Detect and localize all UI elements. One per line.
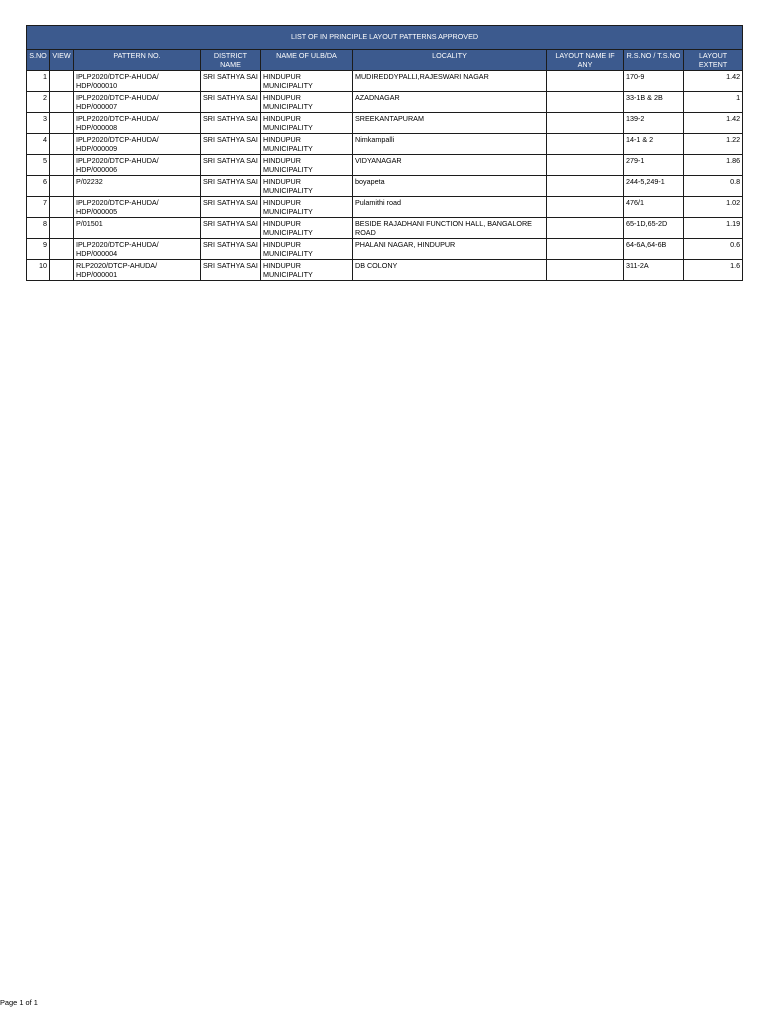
cell-layout-name (547, 176, 624, 197)
cell-rs-no: 33-1B & 2B (624, 92, 684, 113)
cell-district: SRI SATHYA SAI (201, 155, 261, 176)
cell-ulb: HINDUPUR MUNICIPALITY (261, 134, 353, 155)
cell-ulb: HINDUPUR MUNICIPALITY (261, 155, 353, 176)
cell-rs-no: 64-6A,64-6B (624, 239, 684, 260)
cell-pattern-no: RLP2020/DTCP-AHUDA/ HDP/000001 (74, 260, 201, 281)
cell-sno: 6 (27, 176, 50, 197)
cell-district: SRI SATHYA SAI (201, 260, 261, 281)
cell-ulb: HINDUPUR MUNICIPALITY (261, 260, 353, 281)
cell-view[interactable] (50, 113, 74, 134)
cell-pattern-no: IPLP2020/DTCP-AHUDA/ HDP/000005 (74, 197, 201, 218)
cell-layout-name (547, 239, 624, 260)
cell-extent: 0.8 (684, 176, 743, 197)
cell-sno: 4 (27, 134, 50, 155)
cell-locality: Pulamithi road (353, 197, 547, 218)
cell-locality: BESIDE RAJADHANI FUNCTION HALL, BANGALORE ROAD (353, 218, 547, 239)
cell-district: SRI SATHYA SAI (201, 197, 261, 218)
cell-pattern-no: P/01501 (74, 218, 201, 239)
table-row (27, 155, 743, 176)
cell-locality: DB COLONY (353, 260, 547, 281)
column-header-layout-name: LAYOUT NAME IF ANY (547, 50, 624, 71)
cell-layout-name (547, 92, 624, 113)
cell-sno: 1 (27, 71, 50, 92)
cell-sno: 7 (27, 197, 50, 218)
cell-extent: 1.42 (684, 71, 743, 92)
cell-locality: PHALANI NAGAR, HINDUPUR (353, 239, 547, 260)
column-header-district: DISTRICT NAME (201, 50, 261, 71)
table-row (27, 113, 743, 134)
cell-sno: 3 (27, 113, 50, 134)
cell-locality: MUDIREDDYPALLI,RAJESWARI NAGAR (353, 71, 547, 92)
table-title: LIST OF IN PRINCIPLE LAYOUT PATTERNS APPROVED (27, 26, 743, 50)
cell-district: SRI SATHYA SAI (201, 71, 261, 92)
cell-rs-no: 244-5,249-1 (624, 176, 684, 197)
cell-rs-no: 65-1D,65-2D (624, 218, 684, 239)
cell-sno: 10 (27, 260, 50, 281)
cell-view[interactable] (50, 92, 74, 113)
table-row (27, 71, 743, 92)
cell-rs-no: 14-1 & 2 (624, 134, 684, 155)
cell-ulb: HINDUPUR MUNICIPALITY (261, 92, 353, 113)
column-header-ulb: NAME OF ULB/DA (261, 50, 353, 71)
column-header-extent: LAYOUT EXTENT (684, 50, 743, 71)
cell-ulb: HINDUPUR MUNICIPALITY (261, 218, 353, 239)
cell-layout-name (547, 71, 624, 92)
cell-pattern-no: IPLP2020/DTCP-AHUDA/ HDP/000009 (74, 134, 201, 155)
column-header-rs-no: R.S.NO / T.S.NO (624, 50, 684, 71)
cell-view[interactable] (50, 218, 74, 239)
table-row (27, 176, 743, 197)
layout-patterns-sheet (26, 25, 742, 281)
cell-view[interactable] (50, 260, 74, 281)
cell-locality: boyapeta (353, 176, 547, 197)
cell-layout-name (547, 218, 624, 239)
cell-ulb: HINDUPUR MUNICIPALITY (261, 239, 353, 260)
cell-view[interactable] (50, 134, 74, 155)
cell-extent: 1.22 (684, 134, 743, 155)
column-header-pattern-no: PATTERN NO. (74, 50, 201, 71)
table-row (27, 92, 743, 113)
table-row (27, 134, 743, 155)
cell-pattern-no: IPLP2020/DTCP-AHUDA/ HDP/000007 (74, 92, 201, 113)
cell-pattern-no: IPLP2020/DTCP-AHUDA/ HDP/000006 (74, 155, 201, 176)
cell-extent: 1.42 (684, 113, 743, 134)
table-row (27, 218, 743, 239)
cell-pattern-no: IPLP2020/DTCP-AHUDA/ HDP/000004 (74, 239, 201, 260)
cell-extent: 1.86 (684, 155, 743, 176)
cell-locality: VIDYANAGAR (353, 155, 547, 176)
cell-ulb: HINDUPUR MUNICIPALITY (261, 176, 353, 197)
cell-sno: 5 (27, 155, 50, 176)
cell-locality: Nimkampalli (353, 134, 547, 155)
cell-view[interactable] (50, 239, 74, 260)
cell-rs-no: 476/1 (624, 197, 684, 218)
cell-rs-no: 311-2A (624, 260, 684, 281)
cell-pattern-no: IPLP2020/DTCP-AHUDA/ HDP/000008 (74, 113, 201, 134)
cell-rs-no: 170-9 (624, 71, 684, 92)
column-header-sno: S.NO (27, 50, 50, 71)
cell-view[interactable] (50, 197, 74, 218)
cell-extent: 1.02 (684, 197, 743, 218)
cell-view[interactable] (50, 71, 74, 92)
cell-district: SRI SATHYA SAI (201, 218, 261, 239)
cell-extent: 1.19 (684, 218, 743, 239)
layout-patterns-table (26, 25, 743, 281)
cell-ulb: HINDUPUR MUNICIPALITY (261, 113, 353, 134)
cell-locality: AZADNAGAR (353, 92, 547, 113)
cell-extent: 1.6 (684, 260, 743, 281)
cell-layout-name (547, 113, 624, 134)
column-header-row (27, 50, 743, 71)
cell-layout-name (547, 155, 624, 176)
table-row (27, 260, 743, 281)
cell-rs-no: 139-2 (624, 113, 684, 134)
cell-ulb: HINDUPUR MUNICIPALITY (261, 197, 353, 218)
cell-extent: 1 (684, 92, 743, 113)
table-header (27, 26, 743, 71)
cell-layout-name (547, 260, 624, 281)
cell-district: SRI SATHYA SAI (201, 239, 261, 260)
cell-district: SRI SATHYA SAI (201, 176, 261, 197)
table-body (27, 71, 743, 281)
table-row (27, 239, 743, 260)
cell-district: SRI SATHYA SAI (201, 134, 261, 155)
cell-sno: 8 (27, 218, 50, 239)
column-header-view: VIEW (50, 50, 74, 71)
cell-ulb: HINDUPUR MUNICIPALITY (261, 71, 353, 92)
cell-layout-name (547, 197, 624, 218)
cell-pattern-no: IPLP2020/DTCP-AHUDA/ HDP/000010 (74, 71, 201, 92)
cell-pattern-no: P/02232 (74, 176, 201, 197)
column-header-locality: LOCALITY (353, 50, 547, 71)
cell-district: SRI SATHYA SAI (201, 113, 261, 134)
cell-locality: SREEKANTAPURAM (353, 113, 547, 134)
cell-rs-no: 279-1 (624, 155, 684, 176)
cell-sno: 9 (27, 239, 50, 260)
cell-layout-name (547, 134, 624, 155)
table-row (27, 197, 743, 218)
cell-view[interactable] (50, 176, 74, 197)
page-number: Page 1 of 1 (0, 998, 38, 1007)
table-title-row (27, 26, 743, 50)
cell-extent: 0.6 (684, 239, 743, 260)
cell-sno: 2 (27, 92, 50, 113)
cell-district: SRI SATHYA SAI (201, 92, 261, 113)
cell-view[interactable] (50, 155, 74, 176)
